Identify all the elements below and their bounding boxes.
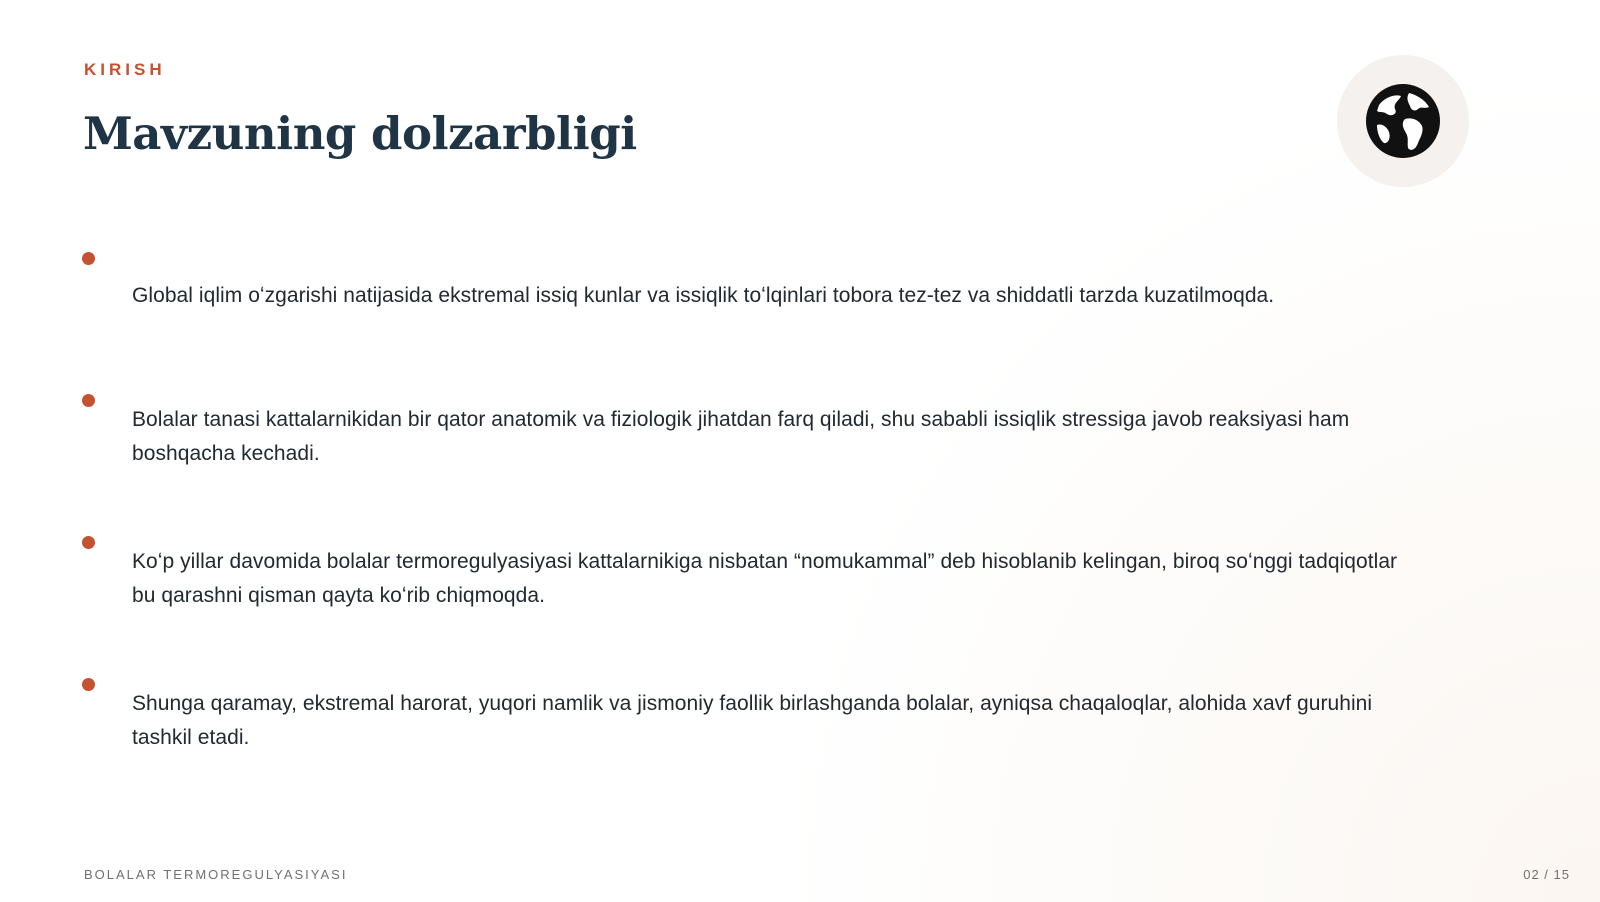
bullet-text: Shunga qaramay, ekstremal harorat, yuqori namlik va jismoniy faollik birlashganda bolalar, ayniqsa chaqaloqlar, alohida xavf guruhini tashkil etadi.: [132, 692, 1373, 749]
bullet-text: Koʻp yillar davomida bolalar termoregulyasiyasi kattalarnikiga nisbatan “nomukammal” deb hisoblanib kelingan, biroq soʻnggi tadqiqotlar bu qarashni qisman qayta koʻrib chiqmoqda.: [132, 550, 1398, 607]
globe-icon: [1365, 83, 1441, 159]
bullet-dot: [82, 678, 95, 691]
bullet-dot: [82, 394, 95, 407]
bullet-dot: [82, 252, 95, 265]
bullet-text: Bolalar tanasi kattalarnikidan bir qator anatomik va fiziologik jihatdan farq qiladi, shu sababli issiqlik stressiga javob reaksiyasi ham boshqacha kechadi.: [132, 408, 1350, 465]
bullet-dot: [82, 536, 95, 549]
globe-badge: [1337, 55, 1469, 187]
section-kicker: KIRISH: [84, 60, 166, 79]
bullet-text: Global iqlim oʻzgarishi natijasida ekstremal issiq kunlar va issiqlik toʻlqinlari tobora tez-tez va shiddatli tarzda kuzatilmoqda.: [132, 284, 1275, 307]
footer-label: BOLALAR TERMOREGULYASIYASI: [84, 867, 348, 882]
page-number: 02 / 15: [1523, 867, 1570, 882]
slide-title: Mavzuning dolzarbligi: [83, 107, 637, 160]
